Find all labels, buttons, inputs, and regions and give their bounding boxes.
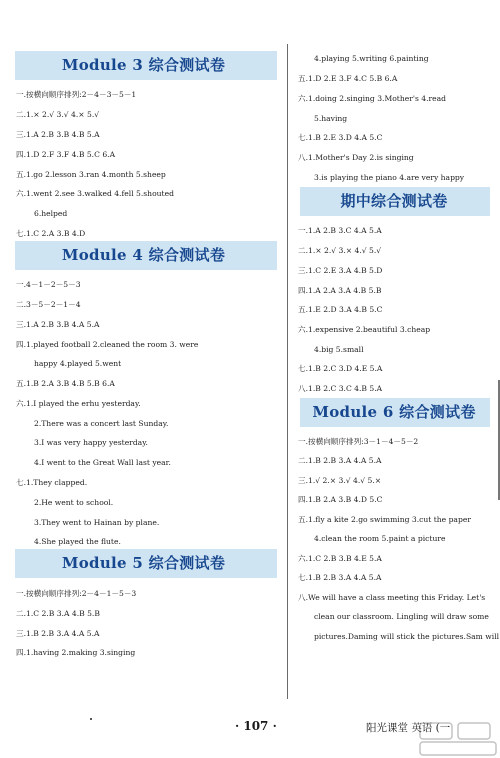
column-divider [287, 44, 288, 699]
answer-line: 三.1.B 2.B 3.A 4.A 5.A [16, 629, 100, 638]
answer-line: pictures.Daming will stick the pictures.Sam will [314, 632, 500, 641]
answer-line: 六.1.I played the erhu yesterday. [16, 399, 141, 408]
answer-line: 七.1.B 2.E 3.D 4.A 5.C [298, 133, 383, 142]
answer-line: 二.1.× 2.√ 3.√ 4.× 5.√ [16, 110, 100, 119]
module5-title: Module 5 综合测试卷 [61, 554, 226, 572]
answer-line: 七.1.B 2.B 3.A 4.A 5.A [298, 573, 382, 582]
answer-line: happy 4.played 5.went [34, 359, 122, 368]
answer-line: 一.1.A 2.B 3.C 4.A 5.A [298, 226, 382, 235]
answer-line: 三.1.C 2.E 3.A 4.B 5.D [298, 266, 383, 275]
answer-line: 一.按横向顺序排列:3－1－4－5－2 [298, 437, 419, 446]
watermark-logo [418, 720, 500, 758]
answer-line: 六.1.doing 2.singing 3.Mother's 4.read [298, 94, 447, 103]
answer-line: 三.1.A 2.B 3.B 4.A 5.A [16, 320, 100, 329]
answer-line: 二.3－5－2－1－4 [16, 300, 81, 309]
answer-line: 二.1.B 2.B 3.A 4.A 5.A [298, 456, 382, 465]
answer-line: 2.There was a concert last Sunday. [34, 419, 169, 428]
answer-line: 3.I was very happy yesterday. [34, 438, 148, 447]
answer-line: clean our classroom. Lingling will draw some [314, 612, 489, 621]
answer-line: 五.1.D 2.E 3.F 4.C 5.B 6.A [298, 74, 398, 83]
answer-line: 五.1.B 2.A 3.B 4.B 5.B 6.A [16, 379, 115, 388]
print-dot [90, 718, 92, 720]
answer-line: 六.1.expensive 2.beautiful 3.cheap [298, 325, 431, 334]
answer-line: 五.1.fly a kite 2.go swimming 3.cut the paper [298, 515, 471, 524]
module3-title: Module 3 综合测试卷 [61, 56, 226, 74]
answer-line: 5.having [314, 114, 348, 123]
answer-line: 二.1.× 2.√ 3.× 4.√ 5.√ [298, 246, 382, 255]
module6-title: Module 6 综合测试卷 [312, 403, 476, 421]
answer-line: 4.big 5.small [314, 345, 364, 354]
answer-line: 七.1.B 2.C 3.D 4.E 5.A [298, 364, 383, 373]
answer-line: 四.1.A 2.A 3.A 4.B 5.B [298, 286, 382, 295]
answer-line: 四.1.having 2.making 3.singing [16, 648, 136, 657]
answer-line: 四.1.B 2.A 3.B 4.D 5.C [298, 495, 383, 504]
answer-line: 4.clean the room 5.paint a picture [314, 534, 446, 543]
answer-line: 八.1.Mother's Day 2.is singing [298, 153, 414, 162]
midterm-title: 期中综合测试卷 [340, 192, 448, 210]
answer-line: 八.We will have a class meeting this Friday. Let's [298, 593, 486, 602]
answer-line: 3.is playing the piano 4.are very happy [314, 173, 465, 182]
answer-line: 一.按横向顺序排列:2－4－1－5－3 [16, 589, 137, 598]
page-number: · 107 · [235, 719, 277, 733]
answer-line: 四.1.D 2.F 3.F 4.B 5.C 6.A [16, 150, 116, 159]
answer-line: 三.1.√ 2.× 3.√ 4.√ 5.× [298, 476, 382, 485]
book-title: 阳光课堂 英语 (一 [366, 722, 451, 734]
answer-line: 一.按横向顺序排列:2－4－3－5－1 [16, 90, 137, 99]
answer-line: 七.1.C 2.A 3.B 4.D [16, 229, 86, 238]
answer-line: 一.4－1－2－5－3 [16, 280, 81, 289]
answer-line: 4.I went to the Great Wall last year. [34, 458, 171, 467]
answer-line: 八.1.B 2.C 3.C 4.B 5.A [298, 384, 383, 393]
answer-line: 六.1.C 2.B 3.B 4.E 5.A [298, 554, 382, 563]
answer-line: 2.He went to school. [34, 498, 114, 507]
answer-line: 4.She played the flute. [34, 537, 121, 546]
answer-line: 七.1.They clapped. [16, 478, 88, 487]
answer-line: 4.playing 5.writing 6.painting [314, 54, 429, 63]
answer-line: 四.1.played football 2.cleaned the room 3. were [16, 340, 199, 349]
module4-title: Module 4 综合测试卷 [61, 246, 226, 264]
answer-line: 二.1.C 2.B 3.A 4.B 5.B [16, 609, 100, 618]
answer-line: 6.helped [34, 209, 68, 218]
answer-line: 五.1.E 2.D 3.A 4.B 5.C [298, 305, 383, 314]
answer-line: 六.1.went 2.see 3.walked 4.fell 5.shouted [16, 189, 174, 198]
answer-line: 三.1.A 2.B 3.B 4.B 5.A [16, 130, 100, 139]
answer-line: 五.1.go 2.lesson 3.ran 4.month 5.sheep [16, 170, 166, 179]
answer-line: 3.They went to Hainan by plane. [34, 518, 160, 527]
